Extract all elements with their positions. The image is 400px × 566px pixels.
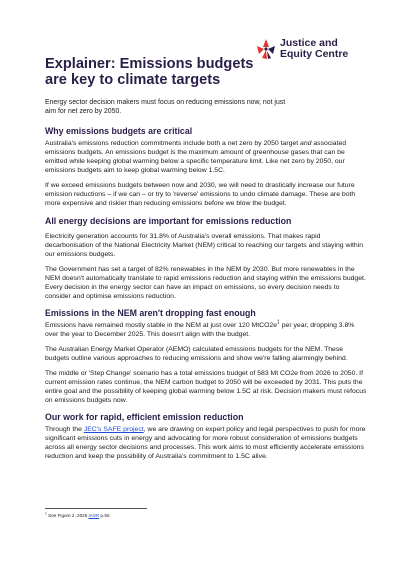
logo-line-2: Equity Centre — [280, 48, 349, 60]
paragraph: The middle or 'Step Change' scenario has a total emissions budget of 583 Mt CO2e from 2026 to 2050. If current emission rates continue, the NEM carbon budget to 2050 will be exceeded by 2031. This puts the entire goal and the possibility of keeping global warming below 1.5C at risk. Decision makers must refocus on emissions budgets now. — [45, 370, 367, 405]
footnote-ref[interactable]: 1 — [277, 319, 280, 326]
paragraph: The Australian Energy Market Operator (AEMO) calculated emissions budgets for the NEM. These budgets outline various approaches to reducing emissions and show we're falling alarmingly behind. — [45, 345, 348, 362]
paragraph: The Government has set a target of 82% renewables in the NEM by 2030. But more renewables in the NEM doesn't automatically translate to rapid emissions reduction and staying within the emissions budget. Every decision in the energy sector can have an impact on emissions, so every decision needs to consider and optimise emissions reduction. — [45, 265, 366, 300]
paragraph: Electricity generation accounts for 31.8% of Australia's overall emissions. That makes rapid decarbonisation of the National Electricity Market (NEM) critical to reaching our targets and staying within our emissions budgets. — [45, 232, 363, 258]
iasr-link[interactable]: IASR — [88, 513, 100, 518]
footnote-number: 1 — [45, 511, 47, 516]
paragraph — [45, 425, 367, 461]
footnote-text-end: p.50. — [99, 513, 111, 518]
footnote — [45, 513, 111, 519]
footnote-divider — [45, 508, 147, 509]
section-our-work — [45, 412, 367, 461]
section-why-budgets — [45, 126, 367, 208]
text-span: , we are drawing on expert policy and legal perspectives to push for more significant emissions cuts in energy and advocating for more robust consideration of emissions budgets across all energy sector decisions and processes. This work aims to most efficiently accelerate emissions reduction and keep the possibility of Australia's commitment to 1.5C alive. — [45, 426, 366, 461]
section-heading: Our work for rapid, efficient emission reduction — [45, 412, 244, 423]
text-span: associated emissions budgets. An emissions budget is the maximum amount of greenhouse gases that can be emitted while keeping global warming below a specific temperature limit. Like net zero by 2050, our emissions budgets aim to keep global warming below 1.5C. — [45, 140, 347, 175]
section-energy-decisions — [45, 216, 367, 301]
safe-project-link[interactable]: JEC's SAFE project — [83, 426, 144, 434]
page-title: Explainer: Emissions budgets are key to climate targets — [45, 56, 254, 88]
document-page — [45, 37, 367, 461]
text-span: Emissions have remained mostly stable in the NEM at just over 120 MtCO2e — [45, 321, 278, 329]
logo-line-1: Justice and — [280, 37, 338, 49]
intro-text: Energy sector decision makers must focus on reducing emissions now, not just aim for net zero by 2050. — [45, 99, 286, 116]
section-nem-emissions — [45, 308, 367, 405]
footnote-text: See Figure 2, 2025 — [48, 513, 89, 518]
paragraph: If we exceed emissions budgets between now and 2030, we will need to drastically increase our future emission reductions – if we can – or try to 'reverse' emissions to undo climate damage. These are both more expensive and riskier than reducing emissions before we blow the budget. — [45, 182, 356, 208]
paragraph — [45, 139, 367, 175]
text-span: Australia's emissions reduction commitments include both a net zero by 2050 target — [45, 140, 301, 148]
emphasis-text: and — [300, 140, 312, 148]
text-span: per year, dropping 3.8% over the year to December 2025. This doesn't align with the budget. — [45, 321, 355, 338]
section-heading: All energy decisions are important for emissions reduction — [45, 215, 292, 226]
text-span: Through the — [45, 426, 84, 434]
paragraph — [45, 321, 367, 339]
section-heading: Emissions in the NEM aren't dropping fast enough — [45, 307, 256, 318]
section-heading: Why emissions budgets are critical — [45, 126, 193, 137]
